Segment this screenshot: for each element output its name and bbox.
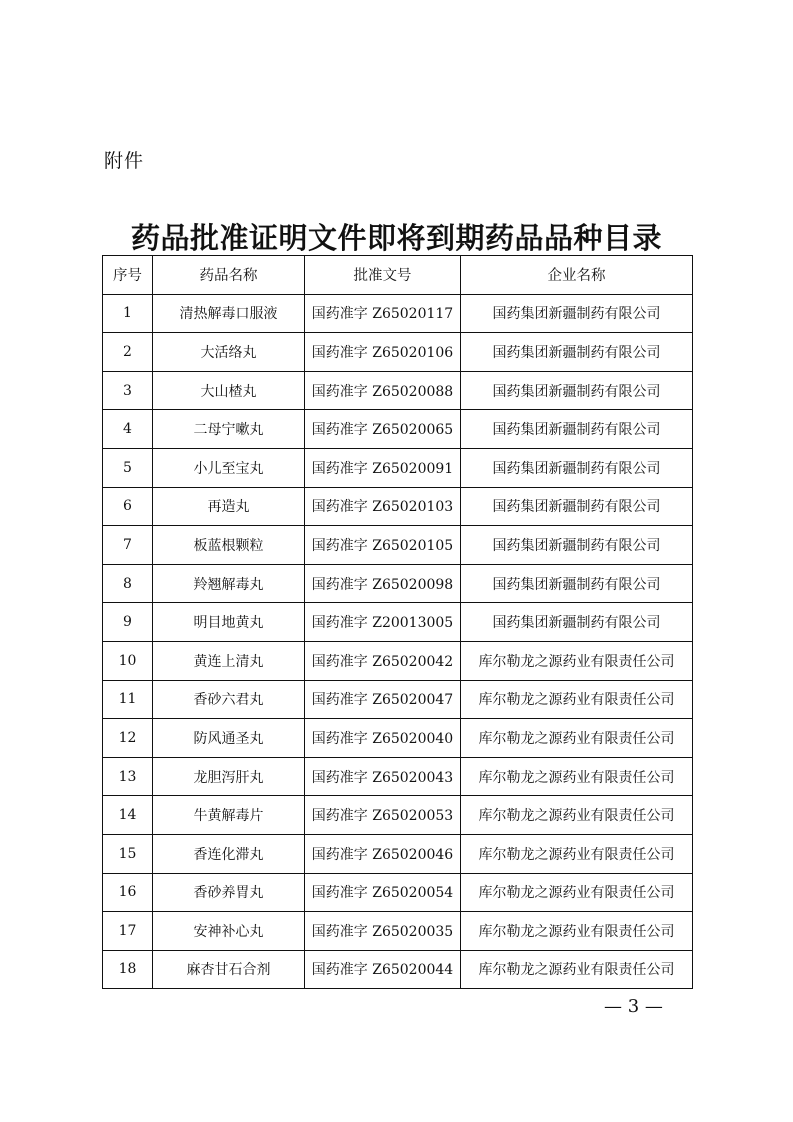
table-row	[103, 333, 693, 372]
row-seq: 5	[103, 448, 153, 487]
row-approval-number: 国药准字 Z65020098	[305, 564, 461, 603]
row-seq: 7	[103, 526, 153, 565]
header-approval-number: 批准文号	[305, 256, 461, 295]
table-row	[103, 294, 693, 333]
table-header-row	[103, 256, 693, 295]
page-number: — 3 —	[604, 996, 663, 1017]
row-company-name: 国药集团新疆制药有限公司	[461, 410, 693, 449]
table-row	[103, 680, 693, 719]
row-drug-name: 二母宁嗽丸	[153, 410, 305, 449]
table-row	[103, 912, 693, 951]
row-drug-name: 牛黄解毒片	[153, 796, 305, 835]
header-seq: 序号	[103, 256, 153, 295]
row-approval-number: 国药准字 Z65020117	[305, 294, 461, 333]
row-drug-name: 龙胆泻肝丸	[153, 757, 305, 796]
row-approval-number: 国药准字 Z65020035	[305, 912, 461, 951]
row-drug-name: 小儿至宝丸	[153, 448, 305, 487]
row-drug-name: 再造丸	[153, 487, 305, 526]
row-company-name: 国药集团新疆制药有限公司	[461, 333, 693, 372]
row-company-name: 库尔勒龙之源药业有限责任公司	[461, 950, 693, 989]
row-company-name: 国药集团新疆制药有限公司	[461, 487, 693, 526]
table-row	[103, 487, 693, 526]
table-row	[103, 950, 693, 989]
row-drug-name: 大山楂丸	[153, 371, 305, 410]
table-row	[103, 796, 693, 835]
row-approval-number: 国药准字 Z65020044	[305, 950, 461, 989]
row-approval-number: 国药准字 Z65020065	[305, 410, 461, 449]
row-approval-number: 国药准字 Z65020054	[305, 873, 461, 912]
row-company-name: 国药集团新疆制药有限公司	[461, 564, 693, 603]
table-row	[103, 526, 693, 565]
row-approval-number: 国药准字 Z65020106	[305, 333, 461, 372]
row-drug-name: 大活络丸	[153, 333, 305, 372]
row-approval-number: 国药准字 Z65020042	[305, 641, 461, 680]
row-drug-name: 羚翘解毒丸	[153, 564, 305, 603]
row-drug-name: 安神补心丸	[153, 912, 305, 951]
table-row	[103, 448, 693, 487]
table-row	[103, 603, 693, 642]
row-drug-name: 黄连上清丸	[153, 641, 305, 680]
row-drug-name: 防风通圣丸	[153, 719, 305, 758]
row-company-name: 库尔勒龙之源药业有限责任公司	[461, 912, 693, 951]
table-row	[103, 757, 693, 796]
row-company-name: 国药集团新疆制药有限公司	[461, 371, 693, 410]
row-seq: 12	[103, 719, 153, 758]
row-company-name: 库尔勒龙之源药业有限责任公司	[461, 757, 693, 796]
row-approval-number: 国药准字 Z20013005	[305, 603, 461, 642]
row-seq: 13	[103, 757, 153, 796]
row-drug-name: 香连化滞丸	[153, 834, 305, 873]
row-company-name: 国药集团新疆制药有限公司	[461, 603, 693, 642]
attachment-label: 附件	[104, 150, 145, 172]
row-seq: 3	[103, 371, 153, 410]
row-seq: 16	[103, 873, 153, 912]
table-row	[103, 564, 693, 603]
row-drug-name: 香砂六君丸	[153, 680, 305, 719]
row-approval-number: 国药准字 Z65020047	[305, 680, 461, 719]
row-drug-name: 麻杏甘石合剂	[153, 950, 305, 989]
row-seq: 1	[103, 294, 153, 333]
row-seq: 14	[103, 796, 153, 835]
row-seq: 8	[103, 564, 153, 603]
table-row	[103, 641, 693, 680]
row-approval-number: 国药准字 Z65020088	[305, 371, 461, 410]
table-body	[103, 294, 693, 989]
row-company-name: 库尔勒龙之源药业有限责任公司	[461, 680, 693, 719]
row-approval-number: 国药准字 Z65020043	[305, 757, 461, 796]
drug-catalog-table	[102, 255, 693, 989]
row-approval-number: 国药准字 Z65020040	[305, 719, 461, 758]
row-seq: 11	[103, 680, 153, 719]
header-drug-name: 药品名称	[153, 256, 305, 295]
row-seq: 2	[103, 333, 153, 372]
row-approval-number: 国药准字 Z65020105	[305, 526, 461, 565]
row-seq: 15	[103, 834, 153, 873]
row-seq: 17	[103, 912, 153, 951]
table-row	[103, 834, 693, 873]
row-approval-number: 国药准字 Z65020053	[305, 796, 461, 835]
row-company-name: 库尔勒龙之源药业有限责任公司	[461, 719, 693, 758]
table-row	[103, 410, 693, 449]
row-drug-name: 板蓝根颗粒	[153, 526, 305, 565]
row-approval-number: 国药准字 Z65020046	[305, 834, 461, 873]
row-seq: 9	[103, 603, 153, 642]
row-drug-name: 清热解毒口服液	[153, 294, 305, 333]
row-drug-name: 明目地黄丸	[153, 603, 305, 642]
header-company-name: 企业名称	[461, 256, 693, 295]
row-company-name: 库尔勒龙之源药业有限责任公司	[461, 641, 693, 680]
row-company-name: 库尔勒龙之源药业有限责任公司	[461, 834, 693, 873]
row-approval-number: 国药准字 Z65020091	[305, 448, 461, 487]
row-company-name: 库尔勒龙之源药业有限责任公司	[461, 796, 693, 835]
table-row	[103, 873, 693, 912]
row-seq: 18	[103, 950, 153, 989]
row-seq: 10	[103, 641, 153, 680]
document-title: 药品批准证明文件即将到期药品品种目录	[130, 221, 662, 255]
row-company-name: 国药集团新疆制药有限公司	[461, 294, 693, 333]
row-seq: 4	[103, 410, 153, 449]
row-company-name: 库尔勒龙之源药业有限责任公司	[461, 873, 693, 912]
row-company-name: 国药集团新疆制药有限公司	[461, 448, 693, 487]
table-row	[103, 719, 693, 758]
row-company-name: 国药集团新疆制药有限公司	[461, 526, 693, 565]
row-seq: 6	[103, 487, 153, 526]
table-row	[103, 371, 693, 410]
row-drug-name: 香砂养胃丸	[153, 873, 305, 912]
row-approval-number: 国药准字 Z65020103	[305, 487, 461, 526]
